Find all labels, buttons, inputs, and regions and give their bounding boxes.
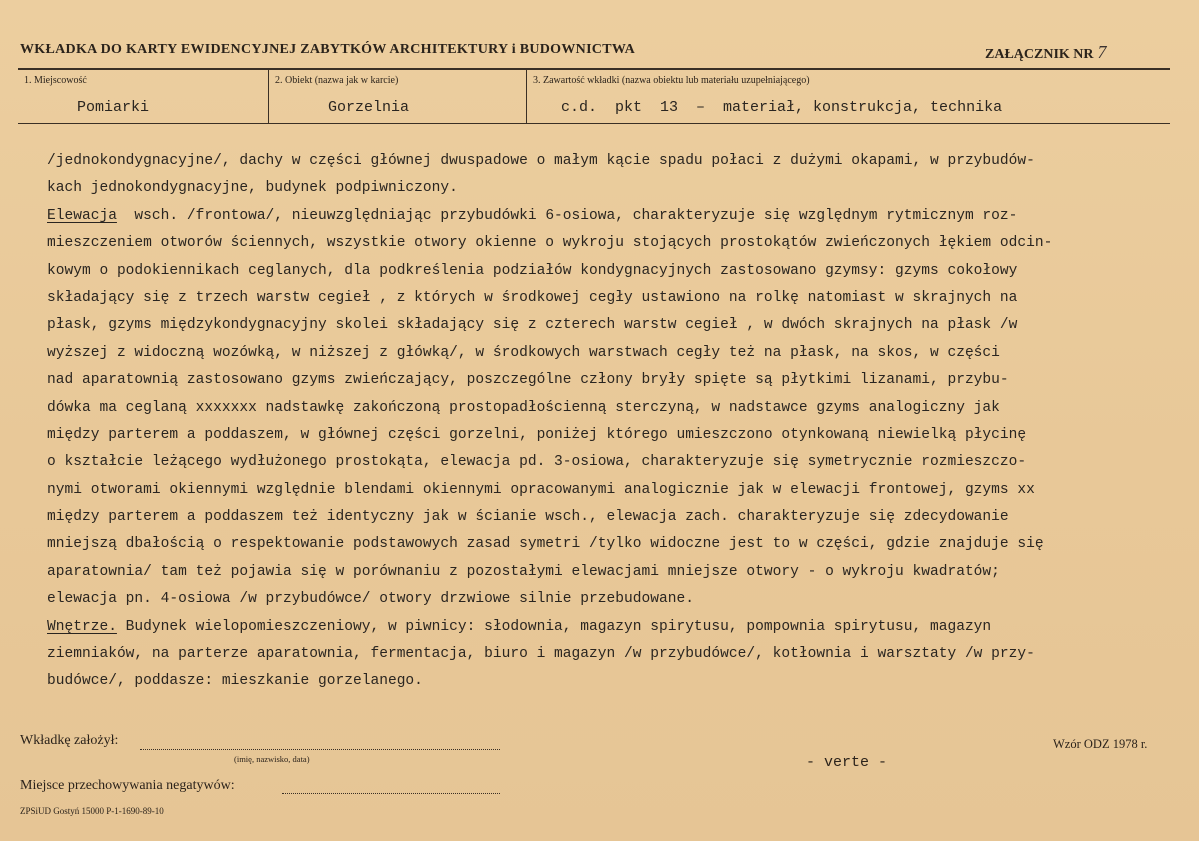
negatives-line xyxy=(282,793,500,794)
text-line xyxy=(47,668,1185,695)
verte-note: - verte - xyxy=(806,754,888,771)
line-text: między parterem a poddaszem też identyczny jak w ścianie wsch., elewacja zach. charakteryzuje się zdecydowanie xyxy=(47,509,1009,526)
line-text: budówce/, poddasze: mieszkanie gorzelanego. xyxy=(47,673,423,690)
text-line xyxy=(47,559,1185,586)
text-line xyxy=(47,312,1185,339)
negatives-label: Miejsce przechowywania negatywów: xyxy=(20,778,235,793)
text-line xyxy=(47,230,1185,257)
text-line xyxy=(47,586,1185,613)
text-line xyxy=(47,422,1185,449)
line-text: składający się z trzech warstw cegieł , z których w środkowej cegły ustawiono na rolkę natomiast w skrajnych na xyxy=(47,289,1018,306)
text-line xyxy=(47,504,1185,531)
annex-value: 7 xyxy=(1097,42,1107,62)
line-text: nymi otworami okiennymi względnie blendami okiennymi opracowanymi analogicznie jak w elewacji frontowej, gzyms xx xyxy=(47,481,1035,498)
text-line xyxy=(47,340,1185,367)
field-divider-1 xyxy=(268,68,269,124)
place-label: 1. Miejscowość xyxy=(24,75,87,86)
object-value: Gorzelnia xyxy=(328,99,410,116)
line-text: elewacja pn. 4-osiowa /w przybudówce/ otwory drzwiowe silnie przebudowane. xyxy=(47,591,694,608)
line-text: wyższej z widoczną wozówką, w niższej z główką/, w środkowych warstwach cegły też na płask, na skos, w części xyxy=(47,344,1000,361)
line-text: aparatownia/ tam też pojawia się w porównaniu z pozostałymi elewacjami mniejsze otwory - o wykroju kwadratów; xyxy=(47,563,1000,580)
print-info: ZPSiUD Gostyń 15000 P-1-1690-89-10 xyxy=(20,806,164,816)
header-rule xyxy=(18,68,1170,70)
description-text xyxy=(47,148,1187,696)
section-heading: Elewacja xyxy=(47,207,117,224)
line-text: mieszczeniem otworów ściennych, wszystkie otwory okienne o wykroju stojących prostokątów zwieńczonych łękiem odcin- xyxy=(47,235,1053,252)
text-line xyxy=(47,203,1185,230)
fields-bottom-rule xyxy=(18,123,1170,124)
content-value: c.d. pkt 13 – materiał, konstrukcja, technika xyxy=(561,99,1003,116)
object-label: 2. Obiekt (nazwa jak w karcie) xyxy=(275,75,399,86)
annex-label: ZAŁĄCZNIK NR xyxy=(985,47,1094,62)
text-line xyxy=(47,395,1185,422)
place-value: Pomiarki xyxy=(77,99,150,116)
author-hint: (imię, nazwisko, data) xyxy=(234,754,310,764)
line-text: wsch. /frontowa/, nieuwzględniając przybudówki 6-osiowa, charakteryzuje się względnym rytmicznym roz- xyxy=(116,207,1018,224)
text-line xyxy=(47,175,1185,202)
line-text: Budynek wielopomieszczeniowy, w piwnicy: słodownia, magazyn spirytusu, pompownia spirytusu, magazyn xyxy=(116,618,992,635)
line-text: między parterem a poddaszem, w głównej części gorzelni, poniżej którego umieszczono otynkowaną niewielką płycinę xyxy=(47,426,1027,443)
content-label: 3. Zawartość wkładki (nazwa obiektu lub materiału uzupełniającego) xyxy=(533,75,810,86)
text-line xyxy=(47,285,1185,312)
line-text: ziemniaków, na parterze aparatownia, fermentacja, biuro i magazyn /w przybudówce/, kotłownia i warsztaty /w przy- xyxy=(47,646,1035,663)
line-text: mniejszą dbałością o respektowanie podstawowych zasad symetri /tylko widoczne jest to w części, gdzie znajduje się xyxy=(47,536,1044,553)
line-text: /jednokondygnacyjne/, dachy w części głównej dwuspadowe o małym kącie spadu połaci z dużymi okapami, w przybudów- xyxy=(47,153,1035,169)
author-line xyxy=(140,749,500,750)
text-line xyxy=(47,477,1185,504)
line-text: o kształcie leżącego wydłużonego prostokąta, elewacja pd. 3-osiowa, charakteryzuje się symetrycznie rozmieszczo- xyxy=(47,454,1027,471)
text-line xyxy=(47,367,1185,394)
text-line xyxy=(47,531,1185,558)
line-text: dówka ma ceglaną xxxxxxx nadstawkę zakończoną prostopadłościenną sterczyną, w nadstawce gzyms analogiczny jak xyxy=(47,399,1000,416)
text-line xyxy=(47,258,1185,285)
line-text: nad aparatownią zastosowano gzyms zwieńczający, poszczególne człony bryły spięte są płytkimi lizanami, przybu- xyxy=(47,372,1009,389)
text-line xyxy=(47,449,1185,476)
text-line xyxy=(47,641,1185,668)
annex-number xyxy=(985,42,1107,63)
text-line xyxy=(47,148,1185,175)
form-model: Wzór ODZ 1978 r. xyxy=(1053,737,1148,751)
section-heading: Wnętrze. xyxy=(47,618,117,635)
line-text: płask, gzyms międzykondygnacyjny skolei składający się z czterech warstw cegieł , w dwóch skrajnych na płask /w xyxy=(47,317,1018,334)
line-text: kowym o podokiennikach ceglanych, dla podkreślenia podziałów kondygnacyjnych zastosowano gzymsy: gzyms cokołowy xyxy=(47,262,1018,279)
line-text: kach jednokondygnacyjne, budynek podpiwniczony. xyxy=(47,180,458,197)
field-divider-2 xyxy=(526,68,527,124)
card-title: WKŁADKA DO KARTY EWIDENCYJNEJ ZABYTKÓW ARCHITEKTURY i BUDOWNICTWA xyxy=(20,42,636,57)
author-label: Wkładkę założył: xyxy=(20,733,119,748)
text-line xyxy=(47,614,1185,641)
